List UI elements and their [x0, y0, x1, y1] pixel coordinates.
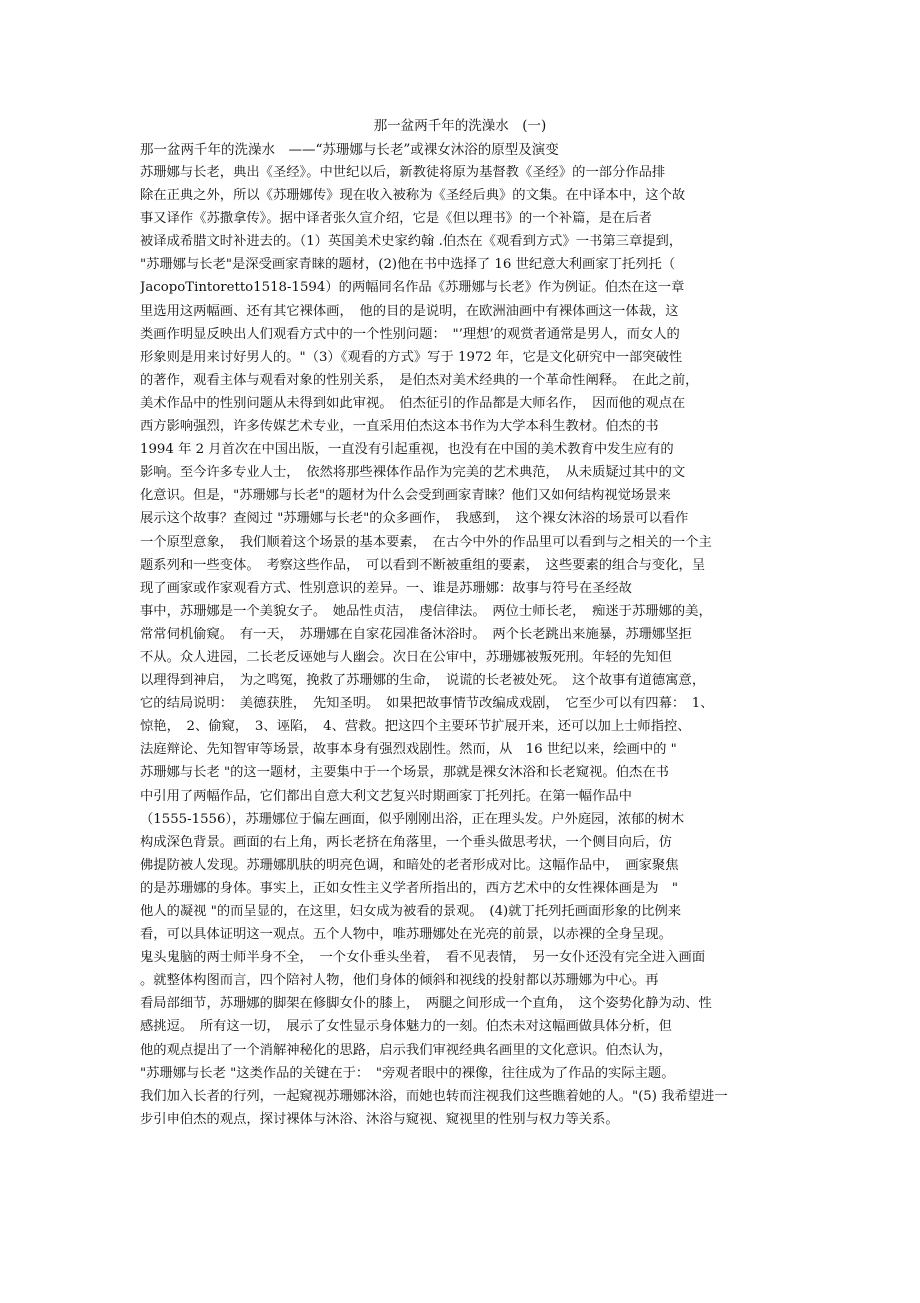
- body-text-line: 西方影响强烈，许多传媒艺术专业，一直采用伯杰这本书作为大学本科生教材。伯杰的书: [140, 419, 659, 435]
- body-text-line: 化意识。但是，"苏珊娜与长老"的题材为什么会受到画家青睐？他们又如何结构视觉场景来: [140, 488, 671, 504]
- body-text-line: 1994 年 2 月首次在中国出版，一直没有引起重视，也没有在中国的美术教育中发生应有的: [140, 442, 674, 458]
- body-text-line: 法庭辩论、先知智审等场景，故事本身有强烈戏剧性。然而，从 16 世纪以来，绘画中的 ": [140, 742, 677, 758]
- body-text-line: 感挑逗。 所有这一切， 展示了女性显示身体魅力的一刻。伯杰未对这幅画做具体分析，但: [140, 1019, 672, 1035]
- body-text-line: 的著作，观看主体与观看对象的性别关系， 是伯杰对美术经典的一个革命性阐释。 在此之前，: [140, 372, 699, 388]
- body-text-line: 苏珊娜与长老 "的这一题材，主要集中于一个场景，那就是裸女沐浴和长老窥视。伯杰在书: [140, 765, 669, 781]
- body-text-line: 鬼头鬼脑的两士师半身不全， 一个女仆垂头坐着， 看不见表情， 另一女仆还没有完全进入画面: [140, 950, 706, 966]
- body-text-line: 佛提防被人发现。苏珊娜肌肤的明亮色调，和暗处的老者形成对比。这幅作品中， 画家聚焦: [140, 857, 679, 873]
- body-text-line: 中引用了两幅作品，它们都出自意大利文艺复兴时期画家丁托列托。在第一幅作品中: [140, 788, 632, 804]
- body-text-line: 看，可以具体证明这一观点。五个人物中，唯苏珊娜处在光亮的前景，以赤裸的全身呈现。: [140, 927, 672, 943]
- body-text-line: 展示这个故事？查阅过 "苏珊娜与长老"的众多画作， 我感到， 这个裸女沐浴的场景可以看作: [140, 511, 689, 527]
- document-subtitle: 那一盆两千年的洗澡水 ——“苏珊娜与长老”或裸女沐浴的原型及演变: [140, 142, 559, 158]
- body-text-line: 以理得到神启， 为之鸣冤，挽救了苏珊娜的生命， 说谎的长老被处死。 这个故事有道德寓意，: [140, 673, 706, 689]
- body-text-line: （1555-1556），苏珊娜位于偏左画面，似乎刚刚出浴，正在理头发。户外庭园，浓郁的树木: [140, 811, 685, 827]
- body-text-line: 的是苏珊娜的身体。事实上，正如女性主义学者所指出的，西方艺术中的女性裸体画是为 ": [140, 880, 678, 896]
- document-body: [140, 164, 780, 1134]
- document-title: 那一盆两千年的洗澡水 (一): [373, 118, 547, 134]
- body-text-line: 他的观点提出了一个消解神秘化的思路，启示我们审视经典名画里的文化意识。伯杰认为，: [140, 1042, 672, 1058]
- body-text-line: 里选用这两幅画、还有其它裸体画， 他的目的是说明，在欧洲油画中有裸体画这一体裁，这: [140, 303, 679, 319]
- body-text-line: JacopoTintoretto1518-1594）的两幅同名作品《苏珊娜与长老》作为例证。伯杰在这一章: [140, 280, 685, 296]
- body-text-line: 构成深色背景。画面的右上角，两长老挤在角落里，一个垂头做思考状，一个侧目向后，仿: [140, 834, 672, 850]
- body-text-line: 惊艳， 2、偷窥， 3、诬陷， 4、营救。把这四个主要环节扩展开来，还可以加上士师指控、: [140, 719, 691, 735]
- body-text-line: 看局部细节，苏珊娜的脚架在修脚女仆的膝上， 两腿之间形成一个直角， 这个姿势化静为动、性: [140, 996, 712, 1012]
- body-text-line: 事又译作《苏撒拿传》。据中译者张久宣介绍，它是《但以理书》的一个补篇，是在后者: [140, 211, 652, 227]
- body-text-line: 类画作明显反映出人们观看方式中的一个性别问题： "’理想’的观赏者通常是男人，而女人的: [140, 326, 680, 342]
- body-text-line: 。就整体构图而言，四个陪衬人物，他们身体的倾斜和视线的投射都以苏珊娜为中心。再: [140, 973, 659, 989]
- body-text-line: 事中，苏珊娜是一个美貌女子。 她品性贞洁， 虔信律法。 两位士师长老， 痴迷于苏珊娜的美，: [140, 603, 712, 619]
- body-text-line: 被译成希腊文时补进去的。（1）英国美术史家约翰 .伯杰在《观看到方式》一书第三章提到，: [140, 234, 683, 250]
- body-text-line: 现了画家或作家观看方式、性别意识的差异。一、谁是苏珊娜：故事与符号在圣经故: [140, 580, 632, 596]
- body-text-line: 它的结局说明： 美德获胜， 先知圣明。 如果把故事情节改编成戏剧， 它至少可以有四幕： 1、: [140, 696, 714, 712]
- body-text-line: 常常伺机偷窥。 有一天， 苏珊娜在自家花园准备沐浴时。 两个长老跳出来施暴，苏珊娜坚拒: [140, 626, 692, 642]
- body-text-line: 步引申伯杰的观点，探讨裸体与沐浴、沐浴与窥视、窥视里的性别与权力等关系。: [140, 1111, 619, 1127]
- body-text-line: 他人的凝视 "的而呈显的，在这里，妇女成为被看的景观。 (4)就丁托列托画面形象的比例来: [140, 904, 682, 919]
- body-text-line: 苏珊娜与长老，典出《圣经》。中世纪以后，新教徒将原为基督教《圣经》的一部分作品排: [140, 165, 666, 180]
- body-text-line: 除在正典之外，所以《苏珊娜传》现在收入被称为《圣经后典》的文集。在中译本中，这个故: [140, 188, 686, 204]
- body-text-line: 美术作品中的性别问题从未得到如此审视。 伯杰征引的作品都是大师名作， 因而他的观点在: [140, 395, 686, 411]
- body-text-line: "苏珊娜与长老 "这类作品的关键在于： "旁观者眼中的裸像，往往成为了作品的实际主题。: [140, 1065, 675, 1081]
- body-text-line: 形象则是用来讨好男人的。"（3）《观看的方式》写于 1972 年，它是文化研究中一部突破性: [140, 349, 683, 365]
- body-text-line: 不从。众人进园，二长老反诬她与人幽会。次日在公审中，苏珊娜被叛死刑。年轻的先知但: [140, 649, 672, 665]
- body-text-line: 影响。至今许多专业人士， 依然将那些裸体作品作为完美的艺术典范， 从未质疑过其中的文: [140, 465, 686, 481]
- body-text-line: "苏珊娜与长老"是深受画家青睐的题材，(2)他在书中选择了 16 世纪意大利画家丁托列托（: [140, 257, 676, 273]
- body-text-line: 题系列和一些变体。 考察这些作品， 可以看到不断被重组的要素， 这些要素的组合与变化，呈: [140, 557, 706, 573]
- body-text-line: 一个原型意象， 我们顺着这个场景的基本要素， 在古今中外的作品里可以看到与之相关的一个主: [140, 534, 712, 550]
- body-text-line: 我们加入长者的行列，一起窥视苏珊娜沐浴，而她也转而注视我们这些瞧着她的人。"(5) 我希望进一: [140, 1088, 728, 1104]
